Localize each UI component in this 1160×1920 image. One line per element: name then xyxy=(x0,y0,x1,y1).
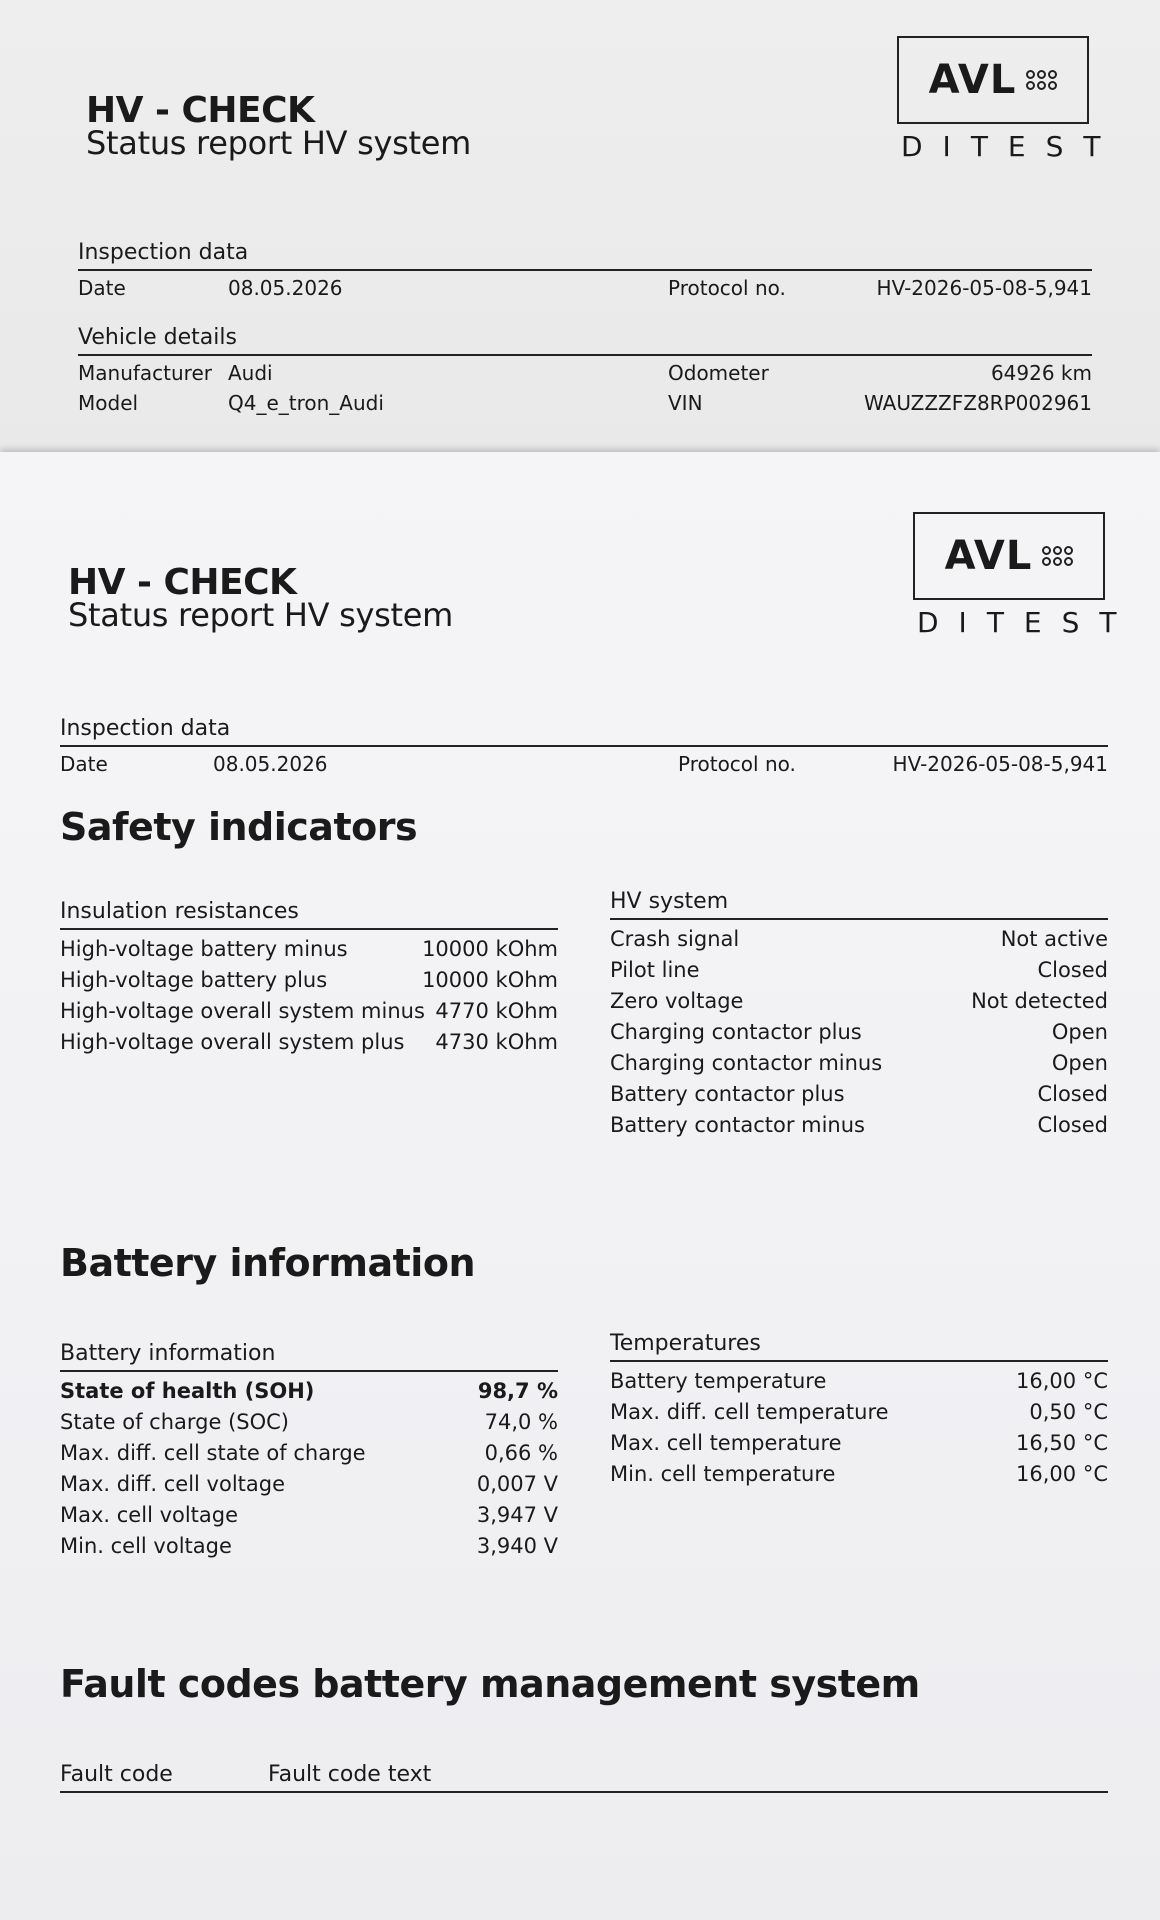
table-row: Max. diff. cell voltage 0,007 V xyxy=(60,1472,558,1496)
logo-text-ditest: DITEST xyxy=(917,606,1137,639)
model-value: Q4_e_tron_Audi xyxy=(228,391,384,415)
table-row: Max. cell temperature 16,50 °C xyxy=(610,1431,1108,1455)
temperatures-table xyxy=(610,1331,1108,1562)
logo-text-avl: AVL xyxy=(944,533,1033,579)
battery-information-section xyxy=(60,1331,1108,1562)
protocol-label: Protocol no. xyxy=(668,276,786,300)
table-row: Battery temperature 16,00 °C xyxy=(610,1369,1108,1393)
report-title: HV - CHECK xyxy=(68,562,297,603)
protocol-label: Protocol no. xyxy=(678,752,796,776)
table-row: Max. diff. cell temperature 0,50 °C xyxy=(610,1400,1108,1424)
fault-codes-heading: Fault codes battery management system xyxy=(60,1662,920,1706)
report-header xyxy=(78,0,1121,170)
logo-dots-icon xyxy=(1026,70,1057,90)
table-row: High-voltage battery plus 10000 kOhm xyxy=(60,968,558,992)
section-heading: Inspection data xyxy=(78,240,1092,271)
table-row: High-voltage overall system minus 4770 kOhm xyxy=(60,999,558,1023)
table-row: Crash signal Not active xyxy=(610,927,1108,951)
table-row: Min. cell voltage 3,940 V xyxy=(60,1534,558,1558)
vehicle-details-section xyxy=(78,325,1092,418)
table-row: Battery contactor minus Closed xyxy=(610,1113,1108,1137)
report-header xyxy=(60,452,1137,652)
logo-dots-icon xyxy=(1042,546,1073,566)
section-heading: Battery information xyxy=(60,1341,558,1372)
insulation-resistances-table xyxy=(60,889,558,1141)
section-heading: Vehicle details xyxy=(78,325,1092,356)
date-value: 08.05.2026 xyxy=(228,276,343,300)
logo-text-ditest: DITEST xyxy=(901,130,1121,163)
table-row: Charging contactor plus Open xyxy=(610,1020,1108,1044)
model-label: Model xyxy=(78,391,139,415)
table-row: High-voltage battery minus 10000 kOhm xyxy=(60,937,558,961)
table-row: Pilot line Closed xyxy=(610,958,1108,982)
report-page-back xyxy=(0,0,1160,458)
battery-information-heading: Battery information xyxy=(60,1241,475,1285)
table-row: Max. diff. cell state of charge 0,66 % xyxy=(60,1441,558,1465)
fault-codes-table xyxy=(60,1762,1108,1793)
date-label: Date xyxy=(60,752,108,776)
table-row: State of health (SOH) 98,7 % xyxy=(60,1379,558,1403)
battery-info-table xyxy=(60,1331,558,1562)
table-row: Max. cell voltage 3,947 V xyxy=(60,1503,558,1527)
date-value: 08.05.2026 xyxy=(213,752,328,776)
table-row: Battery contactor plus Closed xyxy=(610,1082,1108,1106)
logo-text-avl: AVL xyxy=(928,57,1017,103)
inspection-data-section xyxy=(60,716,1108,779)
vin-value: WAUZZZFZ8RP002961 xyxy=(864,391,1092,415)
report-subtitle: Status report HV system xyxy=(86,124,471,162)
table-row: Charging contactor minus Open xyxy=(610,1051,1108,1075)
table-row: Zero voltage Not detected xyxy=(610,989,1108,1013)
odometer-label: Odometer xyxy=(668,361,769,385)
section-heading: HV system xyxy=(610,889,1108,920)
date-label: Date xyxy=(78,276,126,300)
inspection-data-section xyxy=(78,240,1092,303)
hv-system-table xyxy=(610,889,1108,1141)
safety-indicators-heading: Safety indicators xyxy=(60,805,418,849)
protocol-value: HV-2026-05-08-5,941 xyxy=(892,752,1108,776)
manufacturer-value: Audi xyxy=(228,361,273,385)
column-header-fault-code: Fault code xyxy=(60,1762,173,1787)
table-row: High-voltage overall system plus 4730 kOhm xyxy=(60,1030,558,1054)
safety-indicators-section xyxy=(60,889,1108,1141)
avl-ditest-logo xyxy=(913,512,1137,639)
manufacturer-label: Manufacturer xyxy=(78,361,212,385)
report-subtitle: Status report HV system xyxy=(68,596,453,634)
report-page-front xyxy=(0,452,1160,1920)
table-row: Min. cell temperature 16,00 °C xyxy=(610,1462,1108,1486)
table-row: State of charge (SOC) 74,0 % xyxy=(60,1410,558,1434)
section-heading: Inspection data xyxy=(60,716,1108,747)
section-heading: Insulation resistances xyxy=(60,899,558,930)
column-header-fault-text: Fault code text xyxy=(268,1762,432,1787)
odometer-value: 64926 km xyxy=(990,361,1092,385)
vin-label: VIN xyxy=(668,391,703,415)
avl-ditest-logo xyxy=(897,36,1121,163)
protocol-value: HV-2026-05-08-5,941 xyxy=(876,276,1092,300)
section-heading: Temperatures xyxy=(610,1331,1108,1362)
report-title: HV - CHECK xyxy=(86,90,315,131)
fault-codes-header-row xyxy=(60,1762,1108,1793)
